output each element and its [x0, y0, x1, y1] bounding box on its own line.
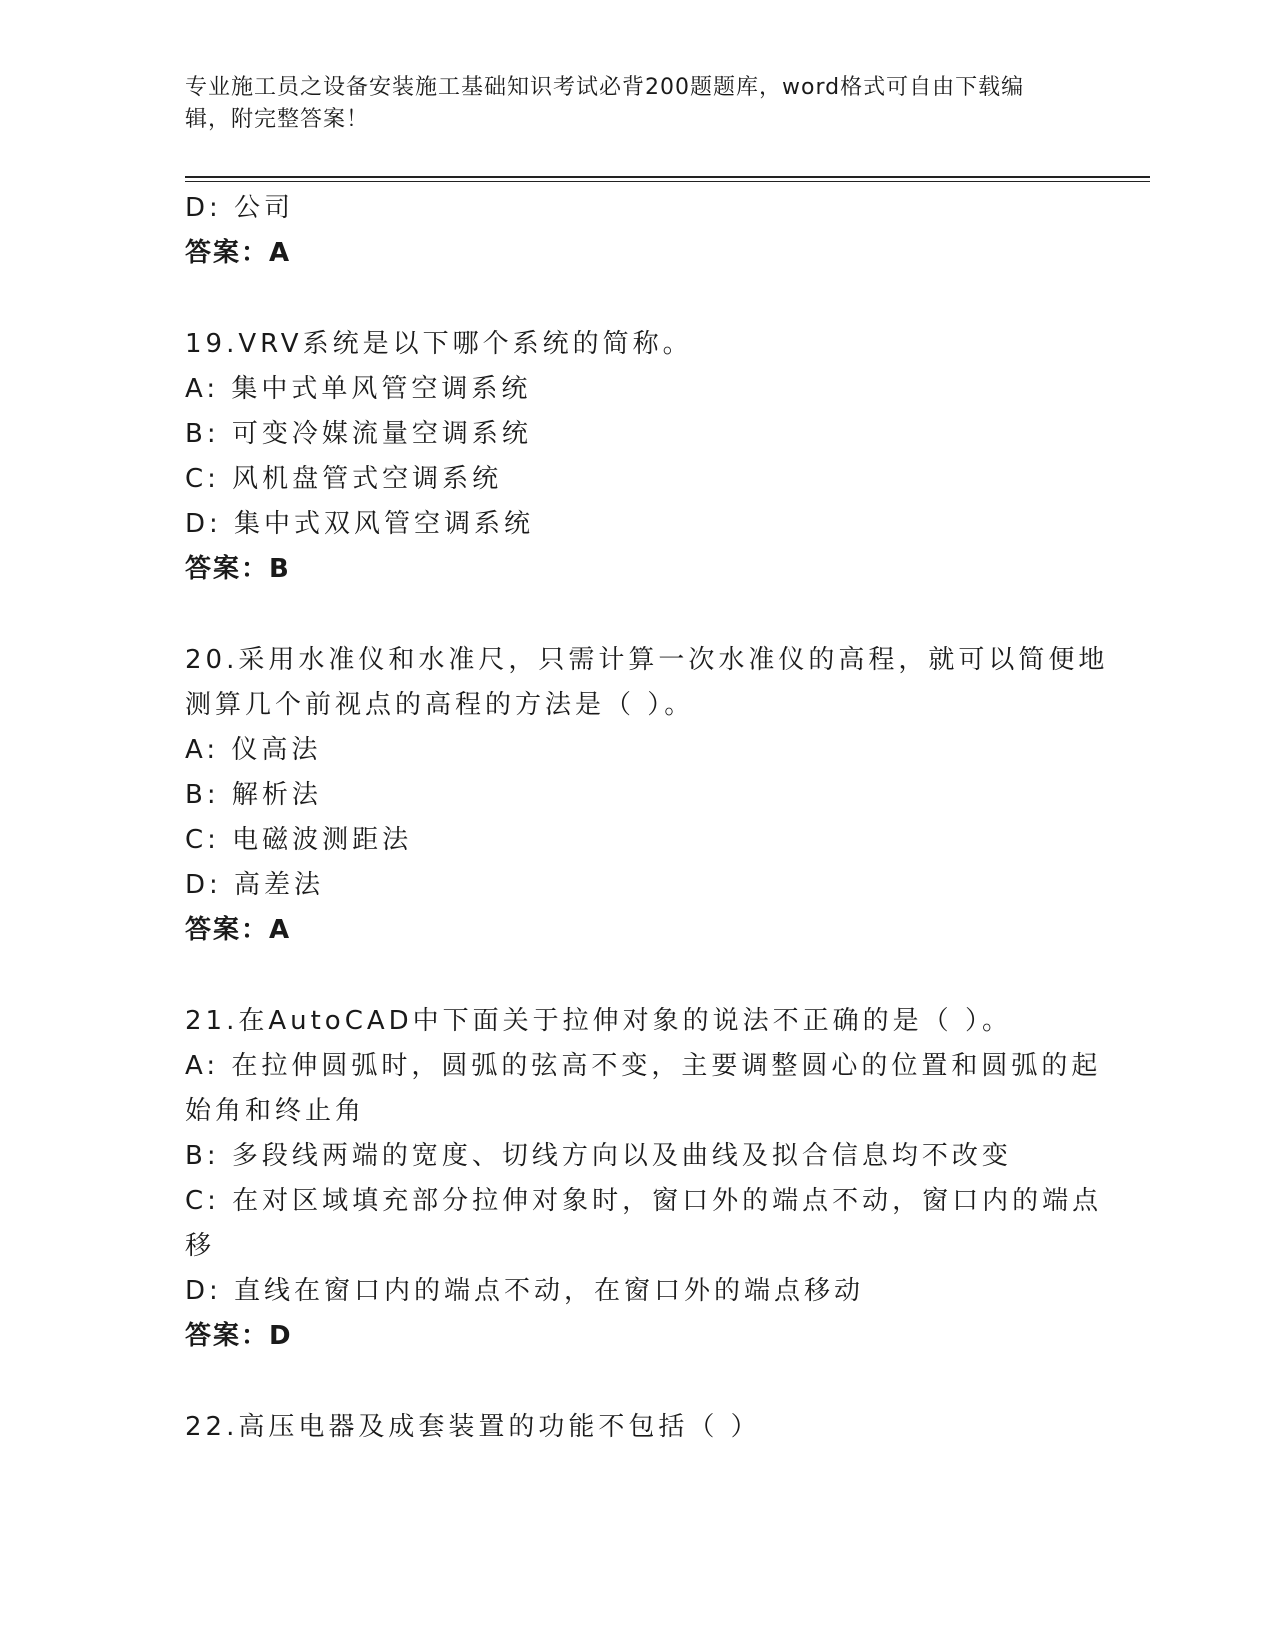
q21-question: 21.在AutoCAD中下面关于拉伸对象的说法不正确的是（ ）。 [185, 1006, 1012, 1036]
q20-question-line1: 20.采用水准仪和水准尺，只需计算一次水准仪的高程，就可以简便地 [185, 645, 1109, 675]
q20-answer: 答案：A [185, 915, 292, 945]
document-body [185, 186, 1109, 1450]
q19-question: 19.VRV系统是以下哪个系统的简称。 [185, 329, 693, 359]
q21-answer: 答案：D [185, 1321, 293, 1351]
q18-option-d: D: 公司 [185, 193, 295, 223]
document-header: 专业施工员之设备安装施工基础知识考试必背200题题库，word格式可自由下载编辑，附完整答案！ [185, 75, 1025, 132]
header-divider-thick [185, 176, 1150, 178]
q19-option-d: D: 集中式双风管空调系统 [185, 509, 535, 539]
q19-option-a: A: 集中式单风管空调系统 [185, 374, 532, 404]
header-divider-thin [185, 181, 1150, 182]
q21-option-a-line1: A: 在拉伸圆弧时，圆弧的弦高不变，主要调整圆心的位置和圆弧的起 [185, 1051, 1102, 1081]
q20-option-b: B: 解析法 [185, 780, 322, 810]
q18-answer: 答案：A [185, 238, 292, 268]
q20-question-line2: 测算几个前视点的高程的方法是（ ）。 [185, 690, 695, 720]
q21-option-c-line2: 移 [185, 1231, 216, 1261]
q21-option-d: D: 直线在窗口内的端点不动，在窗口外的端点移动 [185, 1276, 865, 1306]
q22-question: 22.高压电器及成套装置的功能不包括（ ） [185, 1412, 761, 1442]
q20-option-c: C: 电磁波测距法 [185, 825, 413, 855]
q19-option-c: C: 风机盘管式空调系统 [185, 464, 503, 494]
q20-option-a: A: 仪高法 [185, 735, 322, 765]
q21-option-c-line1: C: 在对区域填充部分拉伸对象时，窗口外的端点不动，窗口内的端点 [185, 1186, 1103, 1216]
q21-option-b: B: 多段线两端的宽度、切线方向以及曲线及拟合信息均不改变 [185, 1141, 1012, 1171]
q21-option-a-line2: 始角和终止角 [185, 1096, 366, 1126]
q19-option-b: B: 可变冷媒流量空调系统 [185, 419, 532, 449]
q19-answer: 答案：B [185, 554, 291, 584]
q20-option-d: D: 高差法 [185, 870, 325, 900]
